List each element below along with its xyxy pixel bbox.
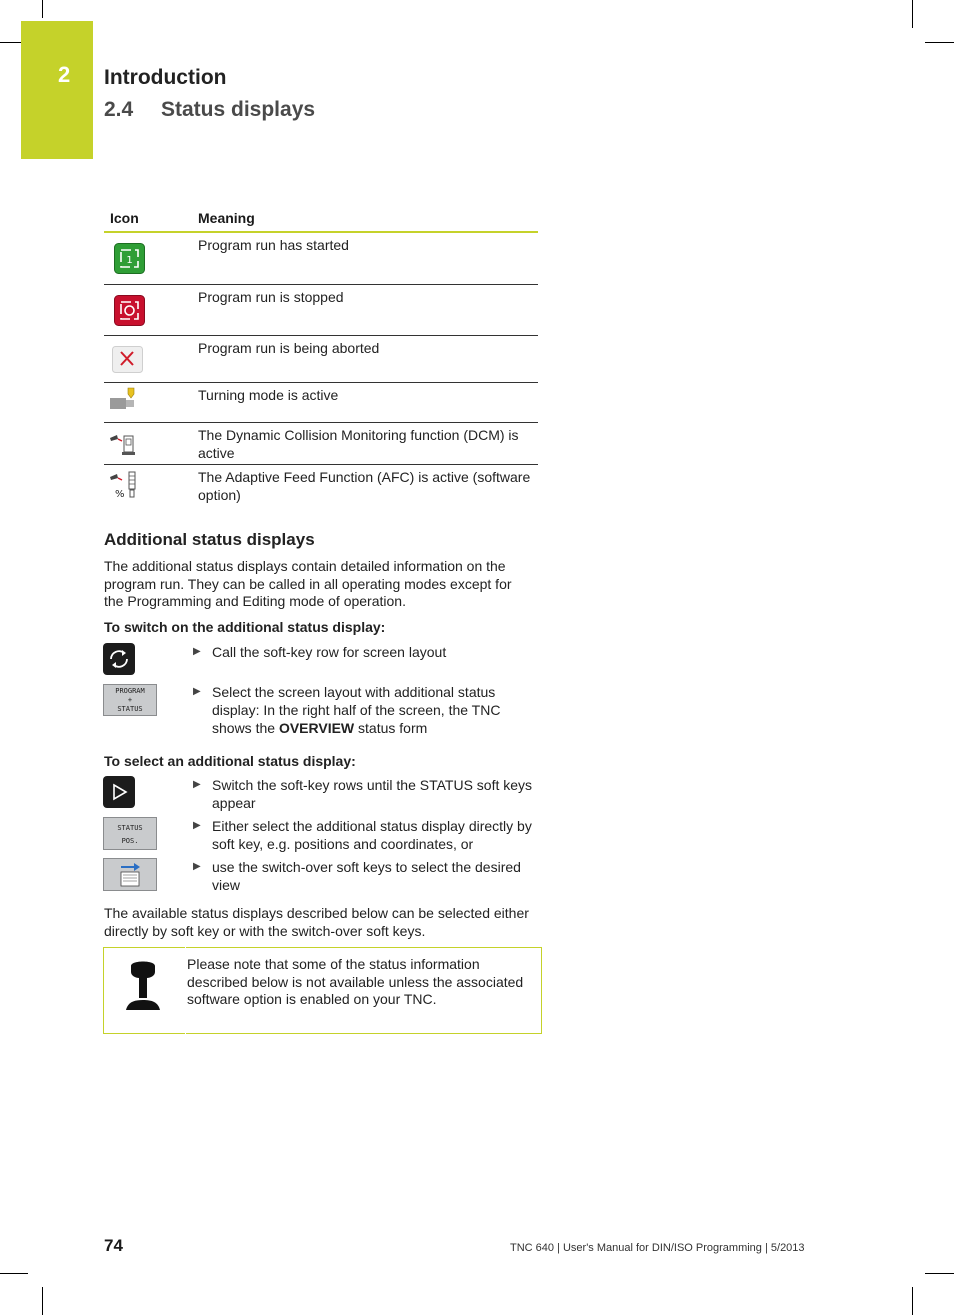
bullet-arrow-icon: ▶ [193,820,201,831]
program-status-softkey[interactable] [103,684,157,716]
table-row: Program run is stopped [198,289,344,305]
row-divider [104,464,538,465]
section-title: Status displays [161,98,316,121]
bullet-arrow-icon: ▶ [193,686,201,697]
subheading: Additional status displays [104,530,315,549]
switch-on-label: To switch on the additional status display: [104,619,386,635]
switch-over-softkey[interactable] [103,858,157,891]
chapter-title: Introduction [104,66,227,89]
afc-icon [108,471,140,499]
turning-mode-icon [109,387,137,413]
table-header-rule [104,231,538,233]
step-text: use the switch-over soft keys to select the desired view [212,859,521,893]
crop-mark [42,0,43,18]
chapter-number: 2 [58,62,71,87]
table-row: Turning mode is active [198,387,339,403]
bullet-arrow-icon: ▶ [193,861,201,872]
table-header-icon: Icon [110,210,139,226]
crop-mark [925,42,954,43]
crop-mark [925,1273,954,1274]
page-number: 74 [104,1236,123,1255]
softkey-line: POS. [121,837,139,845]
bullet-arrow-icon: ▶ [193,779,201,790]
crop-mark [42,1287,43,1315]
step-text-part: Select the screen layout with additional status display: In the right half of the screen, the TNC shows the [212,684,501,736]
row-divider [104,382,538,383]
crop-mark [912,1287,913,1315]
dcm-icon [108,432,140,458]
program-aborted-icon [112,346,143,373]
note-text: Please note that some of the status information described below is not available unless the associated software option is enabled on your TNC. [187,956,524,1007]
section-number: 2.4 [104,98,134,121]
step-text: Call the soft-key row for screen layout [212,644,447,660]
program-started-icon [114,243,145,274]
play-triangle-icon [103,776,135,808]
screen-layout-key[interactable] [103,643,135,675]
softkey-line: STATUS [117,824,143,832]
row-divider [104,335,538,336]
svg-text:1: 1 [126,255,133,266]
step-text-part: status form [354,720,428,736]
switch-view-icon [104,859,156,890]
outro-paragraph: The available status displays described below can be selected either directly by soft key or with the switch-over soft keys. [104,905,529,939]
table-row: Program run is being aborted [198,340,380,356]
intro-paragraph: The additional status displays contain detailed information on the program run. They can be called in all operating modes except for the Programming and Editing mode of operation. [104,558,512,609]
bullet-arrow-icon: ▶ [193,646,201,657]
select-label: To select an additional status display: [104,753,356,769]
next-softkey-row-key[interactable] [103,776,135,808]
note-hand-icon [124,958,162,1012]
program-stopped-icon [114,295,145,326]
table-row: The Adaptive Feed Function (AFC) is active (software option) [198,469,531,503]
table-row: The Dynamic Collision Monitoring function (DCM) is active [198,427,519,461]
note-divider [185,947,186,1034]
svg-text:%: % [115,489,125,499]
overview-term: OVERVIEW [278,720,355,736]
step-text [212,683,542,737]
chapter-tab [21,21,93,159]
step-text: Switch the soft-key rows until the STATUS soft keys appear [212,777,533,811]
footer-text: TNC 640 | User's Manual for DIN/ISO Programming | 5/2013 [510,1242,805,1254]
softkey-line: STATUS [117,705,143,713]
row-divider [104,422,538,423]
table-row: Program run has started [198,237,349,253]
softkey-line: PROGRAM [115,687,145,695]
crop-mark [0,1273,28,1274]
step-text: Either select the additional status display directly by soft key, e.g. positions and coordinates, or [212,818,532,852]
crop-mark [912,0,913,28]
softkey-line: + [127,696,133,704]
status-pos-softkey[interactable] [103,817,157,850]
row-divider [104,284,538,285]
table-header-meaning: Meaning [198,210,255,226]
crop-mark [0,42,21,43]
cycle-arrows-icon [103,643,135,675]
